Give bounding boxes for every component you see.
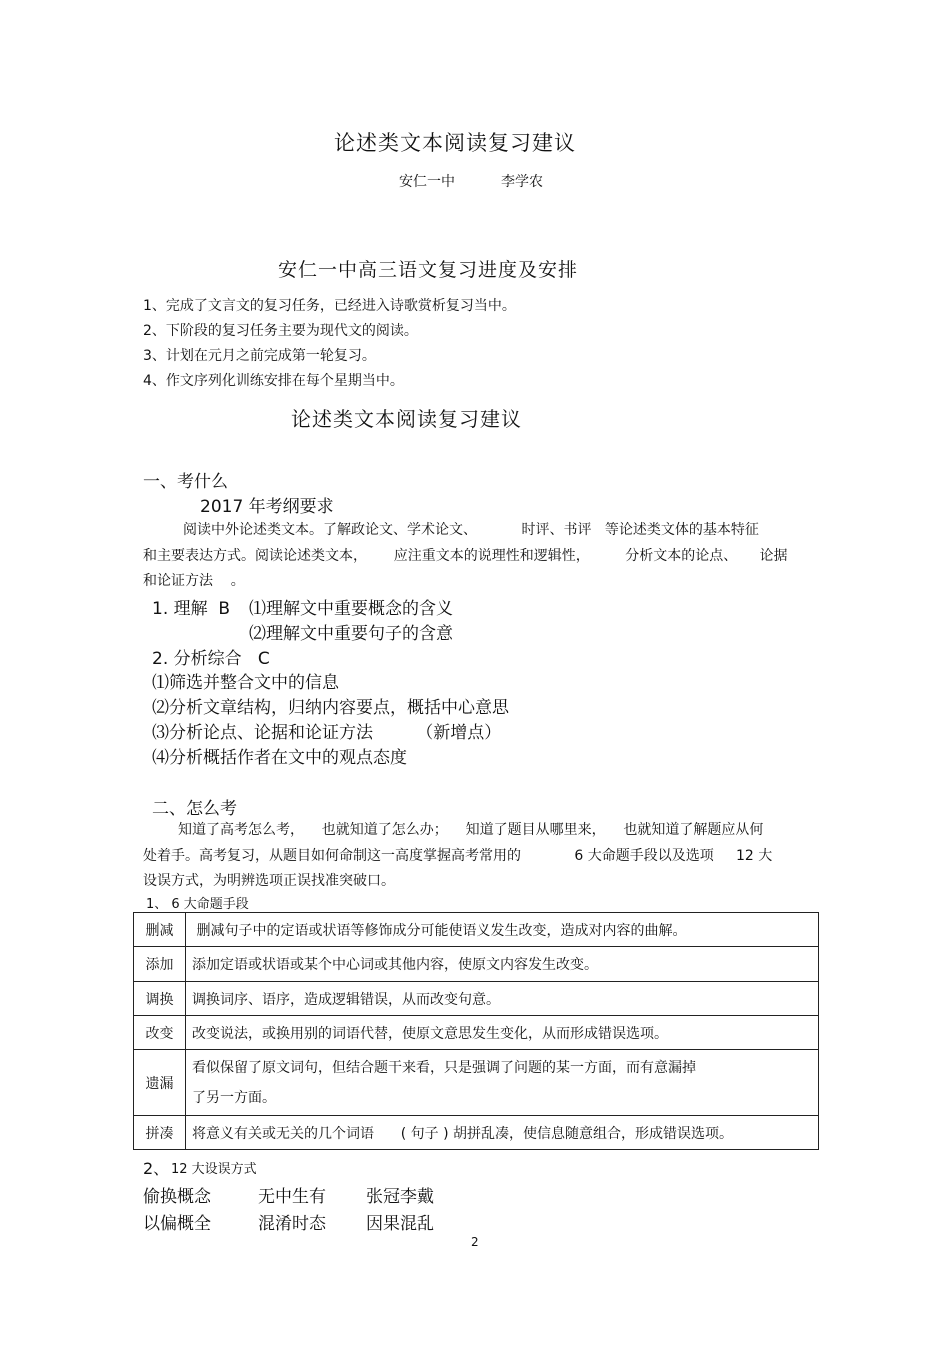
table-row — [134, 1116, 819, 1150]
analyze-item-2: ⑵分析文章结构，归纳内容要点，概括中心意思 — [152, 698, 509, 718]
error-type: 混淆时态 — [258, 1214, 326, 1234]
twelve-caption-number: 2、 — [143, 1159, 170, 1178]
table-desc: 调换词序、语序，造成逻辑错误，从而改变句意。 — [186, 982, 819, 1016]
table-row — [134, 947, 819, 982]
error-type: 无中生有 — [258, 1187, 326, 1207]
error-type: 偷换概念 — [143, 1187, 211, 1207]
understand-item-1: ⑴理解文中重要概念的含义 — [249, 599, 453, 619]
proposition-methods-table — [133, 912, 819, 1150]
analyze-item-3: ⑶分析论点、论据和论证方法 （新增点） — [152, 723, 502, 743]
analyze-label: 2. 分析综合 C — [152, 649, 270, 669]
table-caption: 1、 6 大命题手段 — [146, 897, 249, 912]
progress-item-3: 3、计划在元月之前完成第一轮复习。 — [143, 348, 376, 364]
progress-item-2: 2、下阶段的复习任务主要为现代文的阅读。 — [143, 323, 418, 339]
table-desc: 添加定语或状语或某个中心词或其他内容，使原文内容发生改变。 — [186, 947, 819, 982]
table-desc-line-1: 看似保留了原文词句，但结合题干来看，只是强调了问题的某一方面，而有意漏掉 — [192, 1059, 696, 1076]
error-type: 张冠李戴 — [366, 1187, 434, 1207]
part1-para-line-3: 和论证方法 。 — [143, 573, 245, 589]
part1-para-line-1: 阅读中外论述类文本。了解政论文、学术论文、 时评、书评 等论述类文体的基本特征 — [183, 522, 759, 538]
analyze-item-4: ⑷分析概括作者在文中的观点态度 — [152, 748, 407, 768]
part1-para-line-2: 和主要表达方式。阅读论述类文本， 应注重文本的说理性和逻辑性， 分析文本的论点、 论据 — [143, 548, 788, 564]
error-type: 以偏概全 — [143, 1214, 211, 1234]
table-key: 遗漏 — [134, 1050, 186, 1116]
table-desc: 删减句子中的定语或状语等修饰成分可能使语义发生改变，造成对内容的曲解。 — [186, 913, 819, 947]
analyze-item-1: ⑴筛选并整合文中的信息 — [152, 673, 339, 693]
table-row — [134, 982, 819, 1016]
part2-para-line-3: 设误方式，为明辨选项正误找准突破口。 — [143, 873, 395, 889]
error-type: 因果混乱 — [366, 1214, 434, 1234]
document-title: 论述类文本阅读复习建议 — [334, 131, 576, 155]
progress-item-4: 4、作文序列化训练安排在每个星期当中。 — [143, 373, 404, 389]
understand-label: 1. 理解 B — [152, 599, 231, 619]
table-row — [134, 1016, 819, 1050]
progress-title: 安仁一中高三语文复习进度及安排 — [278, 259, 579, 281]
table-key: 改变 — [134, 1016, 186, 1050]
page-number: 2 — [471, 1235, 479, 1249]
part2-heading: 二、怎么考 — [152, 799, 237, 819]
table-desc-line-2: 了另一方面。 — [192, 1089, 276, 1106]
author-name: 李学农 — [501, 174, 543, 190]
part1-subheading: 2017 年考纲要求 — [200, 497, 334, 517]
school-name: 安仁一中 — [399, 174, 455, 190]
table-desc: 改变说法，或换用别的词语代替，使原文意思发生变化，从而形成错误选项。 — [186, 1016, 819, 1050]
table-key: 调换 — [134, 982, 186, 1016]
section-title: 论述类文本阅读复习建议 — [291, 407, 522, 431]
table-desc — [186, 1050, 819, 1116]
table-row — [134, 1050, 819, 1116]
part1-heading: 一、考什么 — [143, 472, 228, 492]
table-key: 拼凑 — [134, 1116, 186, 1150]
progress-item-1: 1、完成了文言文的复习任务，已经进入诗歌赏析复习当中。 — [143, 298, 516, 314]
part2-para-line-2: 处着手。高考复习，从题目如何命制这一高度掌握高考常用的 6 大命题手段以及选项 12 大 — [143, 848, 773, 864]
table-key: 添加 — [134, 947, 186, 982]
table-row — [134, 913, 819, 947]
part2-para-line-1: 知道了高考怎么考， 也就知道了怎么办； 知道了题目从哪里来， 也就知道了解题应从何 — [178, 822, 764, 838]
understand-item-2: ⑵理解文中重要句子的含意 — [249, 624, 453, 644]
table-desc: 将意义有关或无关的几个词语 ( 句子 ) 胡拼乱凑，使信息随意组合，形成错误选项。 — [186, 1116, 819, 1150]
twelve-caption-text: 12 大设误方式 — [171, 1162, 257, 1177]
table-key: 删减 — [134, 913, 186, 947]
